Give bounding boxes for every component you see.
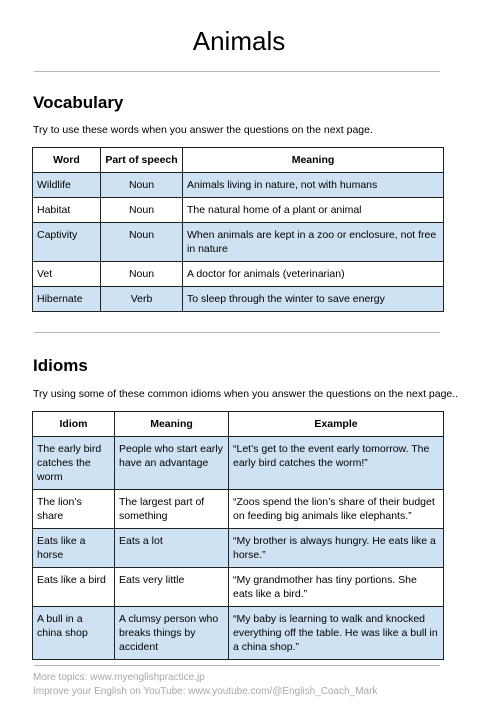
vocabulary-table [32, 147, 444, 312]
footer-more-topics: More topics: www.myenglishpractice.jp [33, 672, 205, 683]
part-of-speech-cell: Noun [101, 262, 183, 287]
meaning-cell: To sleep through the winter to save energy [183, 287, 444, 312]
divider [34, 665, 440, 666]
table-row [33, 262, 444, 287]
table-row [33, 607, 444, 660]
table-row [33, 173, 444, 198]
word-cell: Habitat [33, 198, 101, 223]
divider [34, 332, 440, 333]
example-cell: “My grandmother has tiny portions. She eats like a bird.” [229, 568, 444, 607]
example-cell: “Zoos spend the lion’s share of their budget on feeding big animals like elephants.” [229, 490, 444, 529]
meaning-cell: Animals living in nature, not with humans [183, 173, 444, 198]
meaning-cell: The natural home of a plant or animal [183, 198, 444, 223]
part-of-speech-cell: Verb [101, 287, 183, 312]
footer-youtube: Improve your English on YouTube: www.youtube.com/@English_Coach_Mark [33, 686, 378, 697]
column-header-idiom: Idiom [33, 412, 115, 437]
part-of-speech-cell: Noun [101, 198, 183, 223]
table-header-row [33, 412, 444, 437]
idiom-cell: The lion’s share [33, 490, 115, 529]
idiom-cell: Eats like a horse [33, 529, 115, 568]
idiom-cell: Eats like a bird [33, 568, 115, 607]
meaning-cell: Eats a lot [115, 529, 229, 568]
column-header-meaning: Meaning [115, 412, 229, 437]
example-cell: “My brother is always hungry. He eats like a horse.” [229, 529, 444, 568]
vocabulary-heading: Vocabulary [33, 93, 124, 112]
meaning-cell: The largest part of something [115, 490, 229, 529]
word-cell: Vet [33, 262, 101, 287]
column-header-word: Word [33, 148, 101, 173]
table-header-row [33, 148, 444, 173]
word-cell: Wildlife [33, 173, 101, 198]
idiom-cell: The early bird catches the worm [33, 437, 115, 490]
idioms-intro: Try using some of these common idioms when you answer the questions on the next page.. [33, 388, 459, 400]
meaning-cell: A clumsy person who breaks things by accident [115, 607, 229, 660]
meaning-cell: When animals are kept in a zoo or enclosure, not free in nature [183, 223, 444, 262]
meaning-cell: Eats very little [115, 568, 229, 607]
idioms-heading: Idioms [33, 356, 88, 375]
table-row [33, 529, 444, 568]
column-header-example: Example [229, 412, 444, 437]
table-row [33, 437, 444, 490]
table-row [33, 223, 444, 262]
example-cell: “My baby is learning to walk and knocked everything off the table. He was like a bull in a china shop.” [229, 607, 444, 660]
word-cell: Captivity [33, 223, 101, 262]
table-row [33, 568, 444, 607]
idioms-table [32, 411, 444, 660]
page-title: Animals [192, 26, 286, 56]
example-cell: “Let’s get to the event early tomorrow. The early bird catches the worm!” [229, 437, 444, 490]
part-of-speech-cell: Noun [101, 223, 183, 262]
idiom-cell: A bull in a china shop [33, 607, 115, 660]
table-row [33, 287, 444, 312]
meaning-cell: A doctor for animals (veterinarian) [183, 262, 444, 287]
meaning-cell: People who start early have an advantage [115, 437, 229, 490]
part-of-speech-cell: Noun [101, 173, 183, 198]
vocabulary-intro: Try to use these words when you answer the questions on the next page. [33, 124, 373, 136]
divider [34, 71, 440, 72]
table-row [33, 198, 444, 223]
column-header-meaning: Meaning [183, 148, 444, 173]
column-header-part-of-speech: Part of speech [101, 148, 183, 173]
table-row [33, 490, 444, 529]
word-cell: Hibernate [33, 287, 101, 312]
